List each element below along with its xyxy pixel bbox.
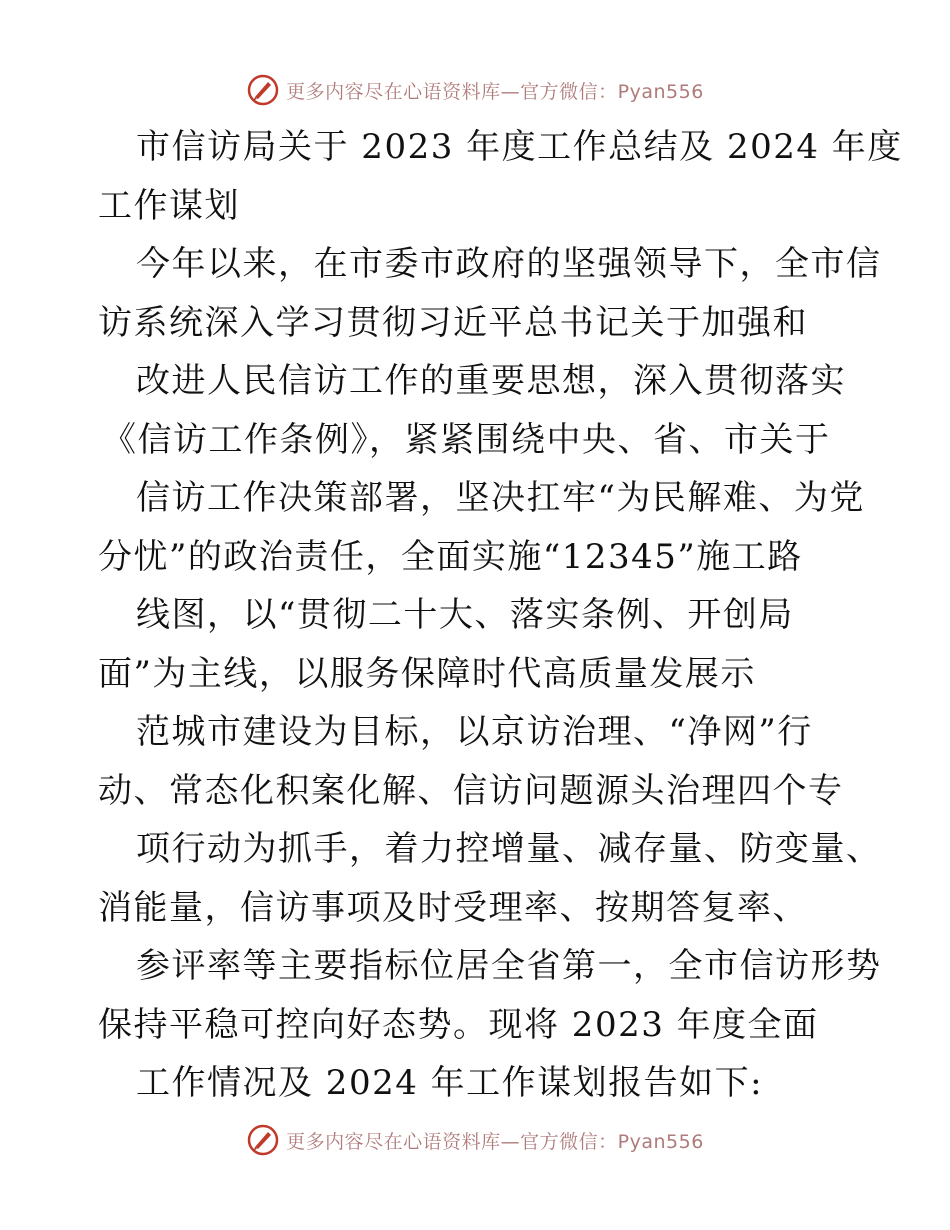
paragraph-line: 保持平稳可控向好态势。现将 2023 年度全面 xyxy=(98,1004,819,1045)
paragraph-line: 访系统深入学习贯彻习近平总书记关于加强和 xyxy=(98,302,808,343)
title-line-2: 工作谋划 xyxy=(98,185,240,226)
paragraph-line: 项行动为抓手，着力控增量、减存量、防变量、 xyxy=(136,829,882,869)
paragraph-line: 工作情况及 2024 年工作谋划报告如下: xyxy=(136,1063,764,1103)
paragraph-line: 信访工作决策部署，坚决扛牢“为民解难、为党 xyxy=(136,478,865,518)
paragraph-line: 分忧”的政治责任，全面实施“12345”施工路 xyxy=(98,536,803,577)
watermark-text: 更多内容尽在心语资料库—官方微信：Pyan556 xyxy=(286,1130,704,1153)
paragraph-line: 《信访工作条例》，紧紧围绕中央、省、市关于 xyxy=(102,419,831,460)
paragraph-line: 动、常态化积案化解、信访问题源头治理四个专 xyxy=(98,770,844,811)
watermark-text: 更多内容尽在心语资料库—官方微信：Pyan556 xyxy=(286,80,704,103)
paragraph-line: 范城市建设为目标，以京访治理、“净网”行 xyxy=(136,712,813,752)
paragraph-line: 今年以来，在市委市政府的坚强领导下，全市信 xyxy=(136,244,882,284)
paragraph-line: 改进人民信访工作的重要思想，深入贯彻落实 xyxy=(136,361,846,401)
pen-nib-circle-icon xyxy=(246,1123,280,1157)
document-body xyxy=(98,118,903,1113)
paragraph-line: 参评率等主要指标位居全省第一，全市信访形势 xyxy=(136,946,882,986)
paragraph-line: 线图，以“贯彻二十大、落实条例、开创局 xyxy=(136,595,794,635)
pen-nib-circle-icon xyxy=(246,73,280,107)
footer-watermark-banner xyxy=(0,1118,950,1162)
header-watermark-banner xyxy=(0,68,950,112)
paragraph-line: 消能量，信访事项及时受理率、按期答复率、 xyxy=(98,887,808,928)
title-line-1: 市信访局关于 2023 年度工作总结及 2024 年度 xyxy=(136,127,903,167)
paragraph-line: 面”为主线，以服务保障时代高质量发展示 xyxy=(98,653,756,694)
